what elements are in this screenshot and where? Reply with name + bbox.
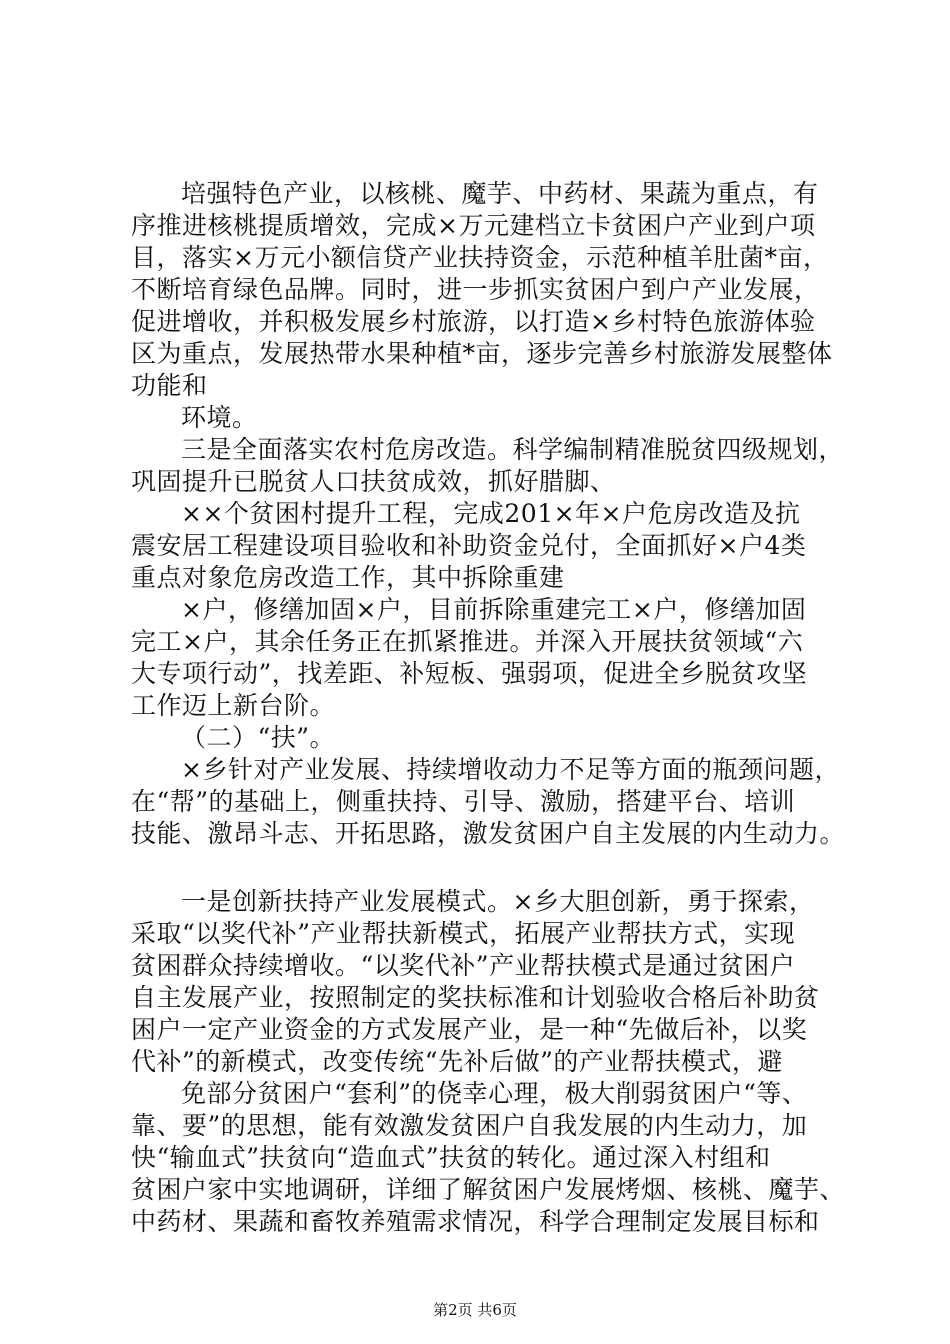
paragraph-line: ×户，修缮加固×户，目前拆除重建完工×户，修缮加固 xyxy=(181,595,807,624)
paragraph-line: 贫困群众持续增收。“以奖代补”产业帮扶模式是通过贫困户 xyxy=(131,951,796,980)
paragraph-line: 工作迈上新台阶。 xyxy=(131,691,336,720)
paragraph-line: 目，落实×万元小额信贷产业扶持资金，示范种植羊肚菌*亩， xyxy=(131,243,829,272)
paragraph-line: 环境。 xyxy=(181,403,258,432)
paragraph-line: 大专项行动”，找差距、补短板、强弱项，促进全乡脱贫攻坚 xyxy=(131,659,808,688)
paragraph-line: 快“输血式”扶贫向“造血式”扶贫的转化。通过深入村组和 xyxy=(131,1143,771,1172)
paragraph-line: ×乡针对产业发展、持续增收动力不足等方面的瓶颈问题， xyxy=(181,755,840,784)
paragraph-line: 困户一定产业资金的方式发展产业，是一种“先做后补，以奖 xyxy=(131,1015,808,1044)
paragraph-line: 代补”的新模式，改变传统“先补后做”的产业帮扶模式，避 xyxy=(131,1047,783,1076)
paragraph-line: 靠、要”的思想，能有效激发贫困户自我发展的内生动力，加 xyxy=(131,1111,808,1140)
paragraph-line: 序推进核桃提质增效，完成×万元建档立卡贫困户产业到户项 xyxy=(131,211,816,240)
paragraph-line: 一是创新扶持产业发展模式。×乡大胆创新，勇于探索， xyxy=(181,887,815,916)
paragraph-line: 贫困户家中实地调研，详细了解贫困户发展烤烟、核桃、魔芋、 xyxy=(131,1175,846,1204)
paragraph-line: 培强特色产业，以核桃、魔芋、中药材、果蔬为重点，有 xyxy=(181,179,819,208)
paragraph-line: 区为重点，发展热带水果种植*亩，逐步完善乡村旅游发展整体 xyxy=(131,339,833,368)
paragraph-line: 技能、激昂斗志、开拓思路，激发贫困户自主发展的内生动力。 xyxy=(131,819,846,848)
paragraph-line: 完工×户，其余任务正在抓紧推进。并深入开展扶贫领域“六 xyxy=(131,627,804,656)
paragraph-line: 促进增收，并积极发展乡村旅游，以打造×乡村特色旅游体验 xyxy=(131,307,816,336)
paragraph-line: 巩固提升已脱贫人口扶贫成效，抓好腊脚、 xyxy=(131,467,616,496)
paragraph-line: 在“帮”的基础上，侧重扶持、引导、激励，搭建平台、培训 xyxy=(131,787,796,816)
paragraph-line: ××个贫困村提升工程，完成201×年×户危房改造及抗 xyxy=(181,499,801,528)
paragraph-line: 重点对象危房改造工作，其中拆除重建 xyxy=(131,563,565,592)
paragraph-line: 震安居工程建设项目验收和补助资金兑付，全面抓好×户4类 xyxy=(131,531,807,560)
paragraph-line: 三是全面落实农村危房改造。科学编制精准脱贫四级规划， xyxy=(181,435,845,464)
paragraph-line: 自主发展产业，按照制定的奖扶标准和计划验收合格后补助贫 xyxy=(131,983,820,1012)
page-number-footer: 第2页 共6页 xyxy=(433,1301,517,1319)
paragraph-line: 采取“以奖代补”产业帮扶新模式，拓展产业帮扶方式，实现 xyxy=(131,919,796,948)
section-heading: （二）“扶”。 xyxy=(181,723,336,752)
paragraph-line: 中药材、果蔬和畜牧养殖需求情况，科学合理制定发展目标和 xyxy=(131,1207,820,1236)
paragraph-line: 免部分贫困户“套利”的侥幸心理，极大削弱贫困户“等、 xyxy=(181,1079,808,1108)
paragraph-line: 功能和 xyxy=(131,371,208,400)
paragraph-line: 不断培育绿色品牌。同时，进一步抓实贫困户到户产业发展， xyxy=(131,275,820,304)
